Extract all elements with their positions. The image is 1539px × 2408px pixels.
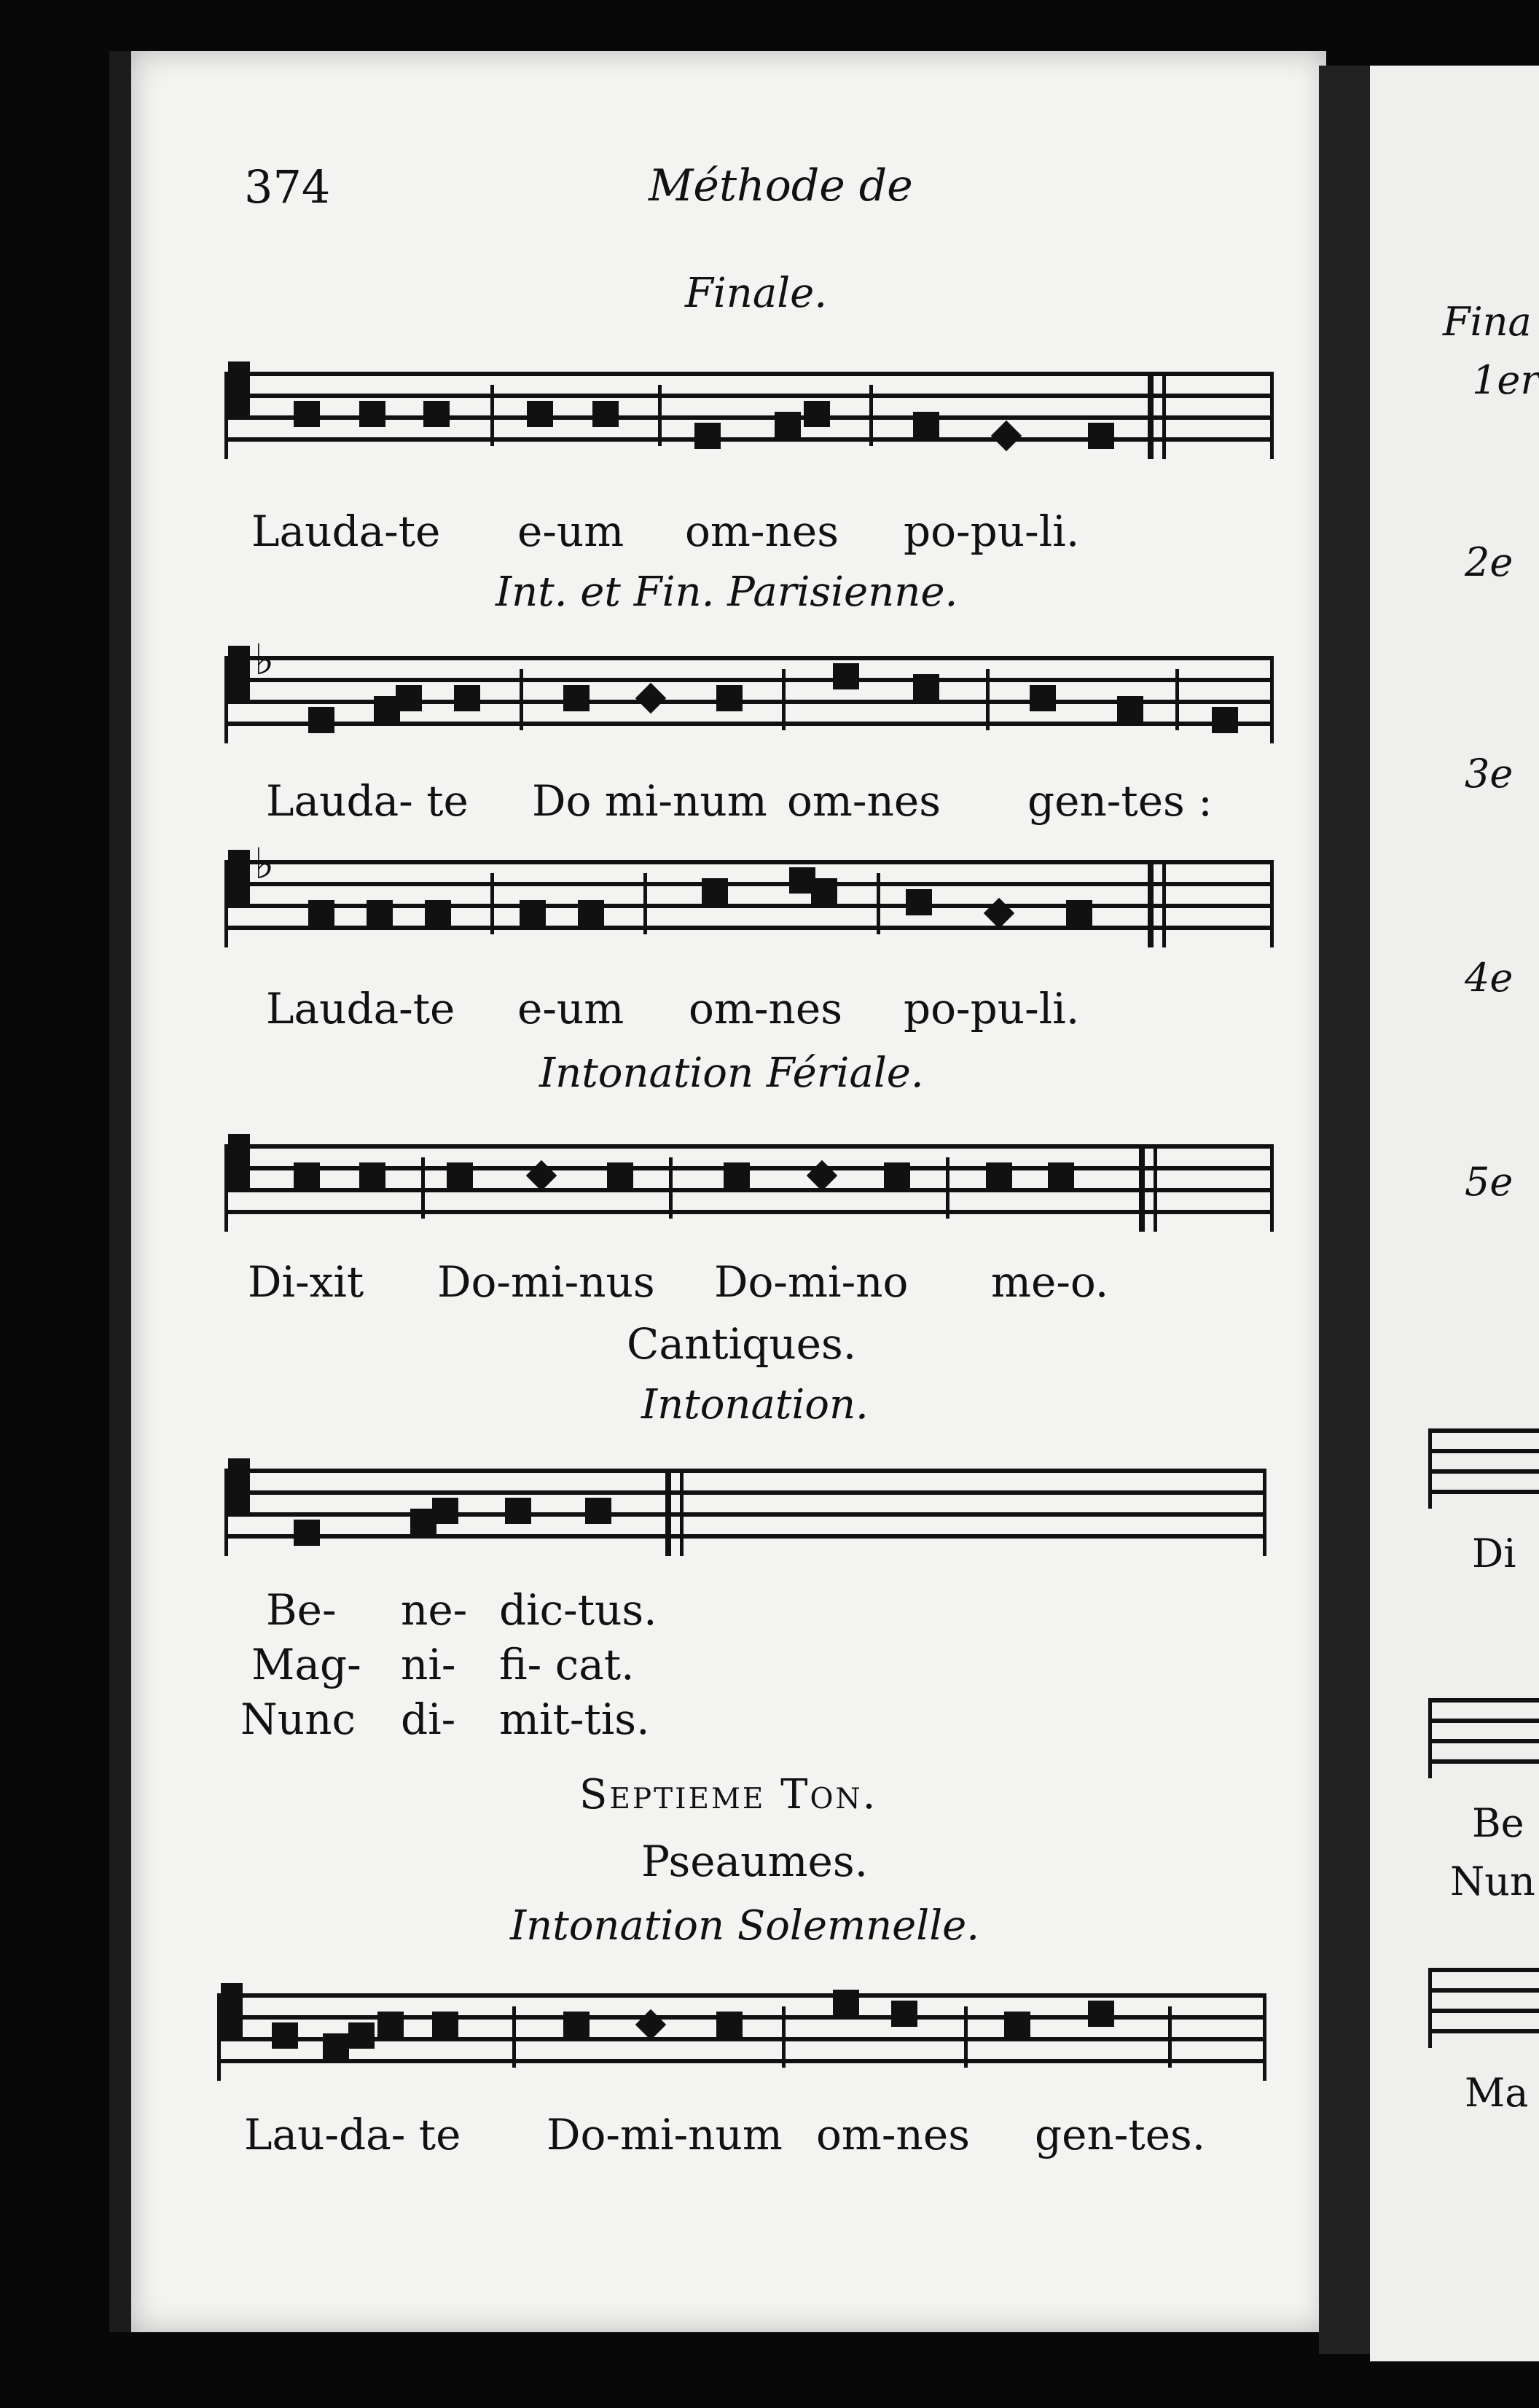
lyric-syllable: Nunc <box>240 1694 356 1744</box>
bar-line <box>512 2006 516 2068</box>
lyric-syllable: Lauda-te <box>251 507 441 556</box>
lyric-syllable: po-pu-li. <box>904 507 1080 556</box>
facing-label: Fina <box>1443 299 1532 345</box>
facing-label: 4e <box>1465 955 1513 1001</box>
section-subtitle-pseaumes: Pseaumes. <box>641 1837 869 1886</box>
double-bar-line <box>1148 860 1154 947</box>
music-staff-4 <box>224 1144 1274 1232</box>
facing-staff <box>1428 1428 1539 1509</box>
square-note <box>578 900 604 926</box>
c-clef-icon <box>228 646 250 701</box>
c-clef-icon <box>221 1983 243 2038</box>
square-note <box>377 2012 404 2038</box>
facing-label: 3e <box>1465 751 1513 797</box>
square-note <box>423 401 450 427</box>
section-title-cantiques: Cantiques. <box>627 1319 857 1369</box>
square-note <box>527 401 553 427</box>
lyric-syllable: Be- <box>266 1585 337 1635</box>
bar-line <box>421 1157 425 1219</box>
lyric-syllable: mit-tis. <box>499 1694 650 1744</box>
double-bar-line <box>1139 1144 1145 1232</box>
c-clef-icon <box>228 1134 250 1189</box>
lyric-syllable: me-o. <box>991 1257 1109 1307</box>
bar-line <box>877 873 880 934</box>
square-note <box>1004 2012 1030 2038</box>
bar-line <box>520 669 523 730</box>
lyric-syllable: di- <box>401 1694 456 1744</box>
square-note <box>913 674 939 700</box>
square-note <box>884 1162 910 1189</box>
square-note <box>432 1498 458 1524</box>
square-note <box>563 2012 590 2038</box>
square-note <box>432 2012 458 2038</box>
facing-label: 1er <box>1472 357 1539 403</box>
square-note <box>716 2012 743 2038</box>
square-note <box>272 2022 298 2049</box>
lyric-syllable: om-nes <box>685 507 839 556</box>
square-note <box>1048 1162 1074 1189</box>
bar-line <box>490 873 494 934</box>
flat-sign-icon: ♭ <box>254 635 275 684</box>
square-note <box>1066 900 1092 926</box>
square-note <box>425 900 451 926</box>
bar-line <box>986 669 990 730</box>
square-note <box>833 663 859 689</box>
page-number: 374 <box>244 160 331 214</box>
square-note <box>906 889 932 915</box>
facing-lyric: Di <box>1472 1531 1516 1576</box>
lyric-syllable: om-nes <box>689 984 842 1033</box>
square-note <box>348 2022 375 2049</box>
lyric-syllable: ne- <box>401 1585 468 1635</box>
bar-line <box>782 669 786 730</box>
double-bar-line <box>680 1469 684 1556</box>
double-bar-line <box>1148 372 1154 459</box>
double-bar-line <box>1162 372 1166 459</box>
rhombus-note <box>991 421 1022 451</box>
square-note <box>308 707 334 733</box>
section-title-parisienne: Int. et Fin. Parisienne. <box>496 568 958 616</box>
square-note <box>323 2033 349 2060</box>
square-note <box>804 401 830 427</box>
square-note <box>986 1162 1012 1189</box>
bar-line <box>946 1157 949 1219</box>
rhombus-note <box>635 683 666 714</box>
square-note <box>454 685 480 711</box>
square-note <box>592 401 619 427</box>
square-note <box>294 401 320 427</box>
bar-line <box>782 2006 786 2068</box>
square-note <box>396 685 422 711</box>
music-staff-5 <box>224 1469 1266 1556</box>
section-title-feriale: Intonation Fériale. <box>539 1049 924 1097</box>
bar-line <box>643 873 647 934</box>
square-note <box>833 1990 859 2016</box>
lyric-syllable: gen-tes. <box>1035 2110 1206 2159</box>
square-note <box>775 412 801 438</box>
bar-line <box>1168 2006 1172 2068</box>
square-note <box>563 685 590 711</box>
lyric-syllable: Do-mi-num <box>547 2110 783 2159</box>
lyric-syllable: Di-xit <box>248 1257 364 1307</box>
lyric-syllable: Do-mi-no <box>714 1257 909 1307</box>
section-subtitle-intonation: Intonation. <box>641 1381 869 1428</box>
bar-line <box>964 2006 968 2068</box>
lyric-syllable: Lauda-te <box>266 984 455 1033</box>
square-note <box>505 1498 531 1524</box>
lyric-syllable: Lau-da- te <box>244 2110 461 2159</box>
section-title-finale: Finale. <box>685 270 828 317</box>
section-subtitle-solemnelle: Intonation Solemnelle. <box>510 1902 980 1950</box>
facing-staff <box>1428 1698 1539 1778</box>
lyric-syllable: Mag- <box>251 1640 361 1689</box>
square-note <box>308 900 334 926</box>
square-note <box>359 401 385 427</box>
book-gutter <box>1319 66 1370 2354</box>
c-clef-icon <box>228 1458 250 1514</box>
square-note <box>1030 685 1056 711</box>
double-bar-line <box>665 1469 671 1556</box>
facing-lyric: Ma <box>1465 2070 1529 2116</box>
facing-label: 2e <box>1465 539 1513 585</box>
lyric-syllable: Lauda- te <box>266 776 469 826</box>
double-bar-line <box>1154 1144 1157 1232</box>
square-note <box>702 878 728 904</box>
lyric-syllable: e-um <box>517 507 624 556</box>
flat-sign-icon: ♭ <box>254 839 275 888</box>
square-note <box>367 900 393 926</box>
square-note <box>1088 2001 1114 2027</box>
square-note <box>716 685 743 711</box>
rhombus-note <box>526 1160 557 1191</box>
square-note <box>811 878 837 904</box>
book-page <box>109 51 1326 2332</box>
bar-line <box>1175 669 1179 730</box>
lyric-syllable: fi- cat. <box>499 1640 635 1689</box>
c-clef-icon <box>228 361 250 417</box>
square-note <box>607 1162 633 1189</box>
music-staff-2 <box>224 635 1274 743</box>
music-staff-3 <box>224 839 1274 947</box>
bar-line <box>669 1157 673 1219</box>
facing-lyric: Be <box>1472 1800 1524 1846</box>
lyric-syllable: e-um <box>517 984 624 1033</box>
bar-line <box>490 385 494 446</box>
rhombus-note <box>807 1160 837 1191</box>
square-note <box>694 423 721 449</box>
double-bar-line <box>1162 860 1166 947</box>
facing-staff <box>1428 1968 1539 2048</box>
square-note <box>359 1162 385 1189</box>
lyric-syllable: om-nes <box>787 776 941 826</box>
square-note <box>1212 707 1238 733</box>
music-staff-1 <box>224 372 1274 459</box>
square-note <box>891 2001 917 2027</box>
square-note <box>1117 696 1143 722</box>
facing-label: 5e <box>1465 1159 1513 1205</box>
square-note <box>724 1162 750 1189</box>
facing-lyric: Nun <box>1450 1858 1535 1904</box>
music-staff-6 <box>217 1993 1266 2081</box>
lyric-syllable: ni- <box>401 1640 456 1689</box>
section-title-septieme-ton: Septieme Ton. <box>579 1771 878 1818</box>
lyric-syllable: om-nes <box>816 2110 970 2159</box>
square-note <box>294 1162 320 1189</box>
rhombus-note <box>635 2009 666 2040</box>
square-note <box>520 900 546 926</box>
lyric-syllable: gen-tes : <box>1027 776 1213 826</box>
rhombus-note <box>984 898 1014 929</box>
bar-line <box>869 385 873 446</box>
square-note <box>294 1520 320 1546</box>
lyric-syllable: Do mi-num <box>532 776 767 826</box>
square-note <box>585 1498 611 1524</box>
running-title: Méthode de <box>649 160 913 211</box>
c-clef-icon <box>228 850 250 905</box>
square-note <box>1088 423 1114 449</box>
facing-page <box>1370 66 1539 2361</box>
lyric-syllable: po-pu-li. <box>904 984 1080 1033</box>
lyric-syllable: Do-mi-nus <box>437 1257 655 1307</box>
lyric-syllable: dic-tus. <box>499 1585 657 1635</box>
bar-line <box>658 385 662 446</box>
square-note <box>447 1162 473 1189</box>
square-note <box>913 412 939 438</box>
